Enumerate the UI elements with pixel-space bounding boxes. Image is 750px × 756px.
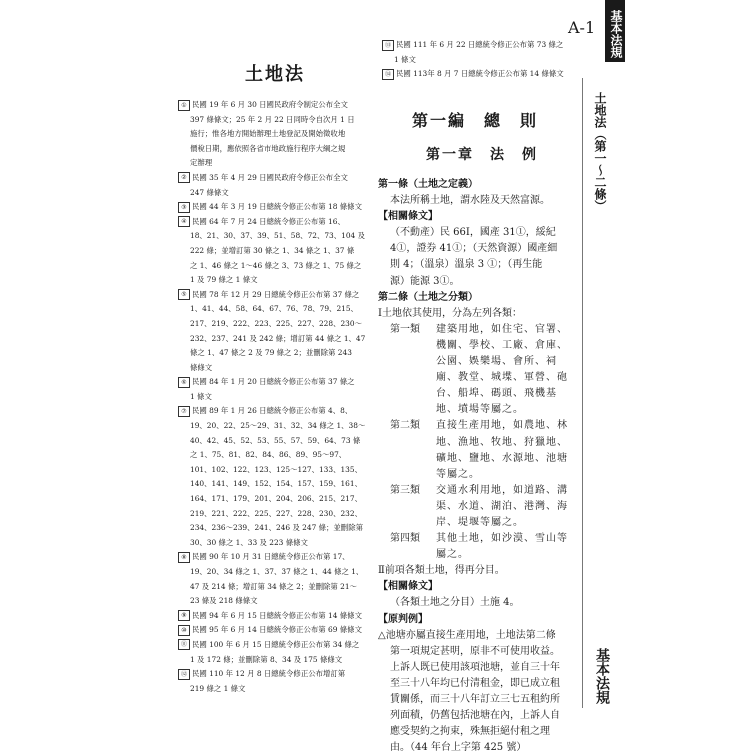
category-label bbox=[378, 386, 436, 402]
history-line: 施行；惟各地方開始辦理土地登記及開始徵收地 bbox=[190, 129, 346, 139]
history-line: ⑤ 民國 78 年 12 月 29 日總統令修正公布第 37 條之 bbox=[178, 288, 374, 303]
precedent-text bbox=[378, 628, 578, 756]
history-line: ⑪ 民國 100 年 6 月 15 日總統令修正公布第 34 條之 bbox=[178, 638, 374, 653]
category-label bbox=[378, 338, 436, 354]
precedent-line: △池塘亦屬直接生產用地，土地法第二條 bbox=[378, 629, 556, 641]
article-1-related bbox=[378, 225, 578, 289]
related-line: （不動產）民 66Ⅰ，國產 31①，綏紀 bbox=[390, 227, 556, 239]
history-line: 47 及 214 條；增訂第 34 條之 2；並刪除第 21〜 bbox=[190, 581, 357, 591]
precedent-line: 由。（44 年台上字第 425 號） bbox=[390, 742, 527, 754]
amendment-number: ⑫ bbox=[178, 669, 190, 680]
history-line: 1 及 172 條；並刪除第 8、34 及 175 條條文 bbox=[190, 654, 343, 664]
history-line: ⑥ 民國 84 年 1 月 20 日總統令修正公布第 37 條之 bbox=[178, 375, 374, 390]
history-line: 234、236〜239、241、246 及 247 條；並刪除第 bbox=[190, 523, 363, 533]
history-line: ⑦ 民國 89 年 1 月 26 日總統令修正公布第 4、8、 bbox=[178, 404, 374, 419]
amendment-history bbox=[178, 98, 374, 696]
category-label: 第二類 bbox=[390, 420, 420, 432]
precedent-line: 賃關係，而三十八年訂立三七五租約所 bbox=[390, 694, 560, 705]
amendment-number: ⑩ bbox=[178, 625, 190, 636]
related-articles-label: 【相關條文】 bbox=[378, 211, 438, 223]
category-line: 地、漁地、牧地、狩獵地、 bbox=[378, 435, 578, 451]
history-line: 217、219、222、223、225、227、228、230〜 bbox=[190, 318, 362, 328]
category-label bbox=[378, 402, 436, 418]
category-line: 屬之。 bbox=[378, 547, 578, 563]
history-line: ④ 民國 64 年 7 月 24 日總統令修正公布第 16、 bbox=[178, 215, 374, 230]
edition-tab: 基本法規 bbox=[605, 0, 625, 62]
history-line: 1、41、44、58、64、67、76、78、79、215、 bbox=[190, 304, 358, 314]
history-line: ⑨ 民國 94 年 6 月 15 日總統令修正公布第 14 條條文 bbox=[178, 609, 374, 624]
history-line: 條條文 bbox=[190, 362, 213, 372]
history-line: 條之 1、47 條之 2 及 79 條之 2；並刪除第 243 bbox=[190, 348, 352, 358]
category-line: 第二類 直接生產用地，如農地、林 bbox=[378, 418, 578, 434]
article-1-text: 本法所稱土地，謂水陸及天然富源。 bbox=[390, 195, 550, 207]
amendment-number: ⑨ bbox=[178, 610, 190, 621]
history-line: 1 條文 bbox=[190, 391, 212, 401]
margin-divider bbox=[582, 78, 583, 708]
category-label bbox=[378, 547, 436, 563]
related-line: 源）能源 3①。 bbox=[390, 275, 460, 287]
category-line: 地、墳場等屬之。 bbox=[378, 402, 578, 418]
article-body bbox=[378, 177, 578, 756]
history-line: 222 條；並增訂第 30 條之 1、34 條之 1、37 條 bbox=[190, 245, 355, 255]
side-bottom-label: 基本法規 bbox=[594, 648, 610, 704]
precedent-line: 應受契約之拘束，殊無拒絕付租之理 bbox=[390, 726, 550, 738]
related-line: 4①，證券 41①；（天然資源）國產細 bbox=[390, 243, 558, 255]
history-line: 18、21、30、37、39、51、58、72、73、104 及 bbox=[190, 231, 366, 241]
related-line: 則 4；（溫泉）溫泉 3 ①；（再生能 bbox=[390, 259, 543, 271]
amendment-number: ② bbox=[178, 172, 190, 183]
precedent-line: 列面積，仍舊包括池塘在內，上訴人自 bbox=[390, 710, 560, 722]
history-line: ⑫ 民國 110 年 12 月 8 日總統令修正公布增訂第 bbox=[178, 667, 374, 682]
article-2-paragraph-2: Ⅱ前項各類土地，得再分目。 bbox=[378, 565, 505, 577]
history-line: ⑭ 民國 113年 8 月 7 日總統令修正公布第 14 條條文 bbox=[382, 67, 577, 82]
category-line: 岸、堤堰等屬之。 bbox=[378, 515, 578, 531]
category-label bbox=[378, 467, 436, 483]
precedent-line: 上訴人既已使用該項池塘，並自三十年 bbox=[390, 661, 560, 673]
page-number: A-1 bbox=[568, 18, 596, 37]
amendment-number: ⑤ bbox=[178, 289, 190, 300]
book-title: 第一編 總 則 bbox=[412, 111, 539, 130]
amendment-number: ① bbox=[178, 100, 190, 111]
history-line: 價稅日期，應依照各省市地政施行程序大綱之規 bbox=[190, 143, 346, 153]
precedent-line: 至三十八年均已付清租金，即已成立租 bbox=[390, 677, 560, 689]
amendment-number: ⑧ bbox=[178, 552, 190, 563]
history-line: 23 條及 218 條條文 bbox=[190, 596, 258, 606]
category-line: 第四類 其他土地，如沙漠、雪山等 bbox=[378, 531, 578, 547]
amendment-number: ③ bbox=[178, 202, 190, 213]
history-line: 定辦理 bbox=[190, 158, 213, 168]
category-label bbox=[378, 435, 436, 451]
law-title: 土地法 bbox=[245, 64, 305, 85]
history-line: 397 條條文；25 年 2 月 22 日同時令自次月 1 日 bbox=[190, 114, 355, 124]
category-label bbox=[378, 451, 436, 467]
article-1-heading: 第一條（土地之定義） bbox=[378, 179, 478, 190]
category-line: 機關、學校、工廠、倉庫、 bbox=[378, 338, 578, 354]
amendment-history-continued bbox=[382, 38, 577, 82]
history-line: 1 及 79 條之 1 條文 bbox=[190, 275, 258, 285]
amendment-number: ⑥ bbox=[178, 377, 190, 388]
history-line: 之 1、46 條之 1〜46 條之 3、73 條之 1、75 條之 bbox=[190, 260, 362, 270]
category-line: 礦地、鹽地、水源地、池塘 bbox=[378, 451, 578, 467]
related-articles-label-2: 【相關條文】 bbox=[378, 581, 438, 593]
precedent-label: 【原判例】 bbox=[378, 613, 428, 625]
history-line: ② 民國 35 年 4 月 29 日國民政府令修正公布全文 bbox=[178, 171, 374, 186]
history-line: 232、237、241 及 242 條；增訂第 44 條之 1、47 bbox=[190, 333, 366, 343]
amendment-number: ④ bbox=[178, 216, 190, 227]
history-line: ⑧ 民國 90 年 10 月 31 日總統令修正公布第 17、 bbox=[178, 550, 374, 565]
category-label bbox=[378, 499, 436, 515]
category-label: 第四類 bbox=[390, 533, 420, 545]
amendment-number: ⑬ bbox=[382, 40, 394, 51]
history-line: 之 1、75、81、82、84、86、89、95〜97、 bbox=[190, 450, 347, 460]
history-line: 164、171、179、201、204、206、215、217、 bbox=[190, 494, 362, 504]
category-label bbox=[378, 354, 436, 370]
article-2-related: （各類土地之分目）土施 4。 bbox=[390, 597, 520, 609]
history-line: 19、20、34 條之 1、37、37 條之 1、44 條之 1、 bbox=[190, 567, 364, 576]
history-line: 140、141、149、152、154、157、159、161、 bbox=[190, 479, 362, 489]
history-line: ③ 民國 44 年 3 月 19 日總統令修正公布第 18 條條文 bbox=[178, 200, 374, 215]
amendment-number: ⑦ bbox=[178, 406, 190, 417]
category-line: 台、船埠、碼頭、飛機基 bbox=[378, 386, 578, 402]
land-categories bbox=[378, 322, 578, 563]
history-line: ⑬ 民國 111 年 6 月 22 日總統令修正公布第 73 條之 bbox=[382, 38, 577, 53]
history-line: ① 民國 19 年 6 月 30 日國民政府令制定公布全文 bbox=[178, 98, 374, 113]
precedent-line: 第一項規定甚明，原非不可使用收益。 bbox=[390, 645, 560, 657]
category-line: 等屬之。 bbox=[378, 467, 578, 483]
category-line: 第一類 建築用地，如住宅、官署、 bbox=[378, 322, 578, 338]
history-line: 247 條條文 bbox=[190, 187, 229, 197]
history-line: 19、20、22、25〜29、31、32、34 條之 1、38〜 bbox=[190, 421, 366, 431]
category-label: 第一類 bbox=[390, 323, 420, 335]
category-line: 第三類 交通水利用地，如道路、溝 bbox=[378, 483, 578, 499]
amendment-number: ⑪ bbox=[178, 639, 190, 650]
history-line: 219 條之 1 條文 bbox=[190, 683, 246, 693]
category-line: 廟、教堂、城堞、軍營、砲 bbox=[378, 370, 578, 386]
category-label bbox=[378, 370, 436, 386]
history-line: 30、30 條之 1、33 及 223 條條文 bbox=[190, 537, 308, 547]
category-line: 渠、水道、湖泊、港灣、海 bbox=[378, 499, 578, 515]
history-line: 1 條文 bbox=[394, 54, 416, 64]
article-2-intro: Ⅰ土地依其使用，分為左列各類： bbox=[378, 307, 522, 319]
amendment-number: ⑭ bbox=[382, 69, 394, 80]
history-line: ⑩ 民國 95 年 6 月 14 日總統令修正公布第 69 條條文 bbox=[178, 623, 374, 638]
chapter-title: 第一章 法 例 bbox=[426, 147, 538, 163]
category-label: 第三類 bbox=[390, 484, 420, 496]
category-label bbox=[378, 515, 436, 531]
history-line: 219、221、222、225、227、228、230、232、 bbox=[190, 508, 362, 518]
history-line: 40、42、45、52、53、55、57、59、64、73 條 bbox=[190, 435, 361, 445]
article-2-heading: 第二條（土地之分類） bbox=[378, 291, 478, 303]
category-line: 公園、娛樂場、會所、祠 bbox=[378, 354, 578, 370]
history-line: 101、102、122、123、125〜127、133、135、 bbox=[190, 464, 362, 474]
side-running-title: 土地法（第一〜二條） bbox=[593, 92, 607, 212]
